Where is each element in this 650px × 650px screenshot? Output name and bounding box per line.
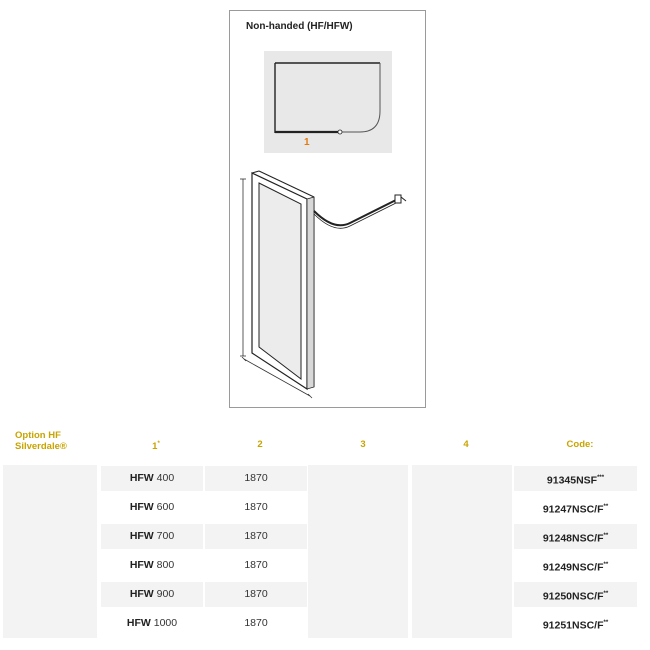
code-note: ** [603,504,609,510]
size-prefix: HFW [129,588,154,600]
option-title-line2: Silverdale® [15,441,67,452]
height-cell: 1870 [205,524,307,549]
height-cell: 1870 [205,466,307,491]
code-note: ** [603,533,609,539]
code-cell [514,524,637,549]
diagram-title: Non-handed (HF/HFW) [246,21,353,32]
height-cell: 1870 [244,617,268,629]
size-prefix: HFW [129,472,154,484]
code-value: 91247NSC/F [542,503,604,516]
column-header-3: 3 [360,439,366,450]
code-cell [514,582,637,607]
size-cell [101,582,203,607]
size-value: 600 [156,501,175,513]
option-title-line1: Option HF [15,430,61,441]
height-cell: 1870 [244,501,268,513]
height-cell: 1870 [244,559,268,571]
size-value: 800 [156,559,175,571]
table-row [101,495,637,520]
size-cell [101,466,203,491]
code-value: 91251NSC/F [542,619,604,632]
column-header-2: 2 [257,439,263,450]
height-cell: 1870 [205,582,307,607]
code-cell [514,553,637,578]
code-note: *** [597,475,605,481]
column-header-1-label: 1 [152,441,158,453]
code-value: 91249NSC/F [542,561,604,574]
table-row [101,553,637,578]
option-title [15,430,67,452]
size-prefix: HFW [129,530,154,542]
code-cell [514,611,637,636]
plan-view-drawing [264,51,392,153]
product-diagram-card [229,10,426,408]
size-value: 700 [156,530,175,542]
size-cell [101,611,203,636]
table-row [101,582,637,607]
shower-panel-drawing [230,161,427,406]
option-column-fill [3,465,97,638]
column-header-1 [106,439,206,452]
plan-view [264,51,392,153]
code-value: 91345NSF [546,474,598,487]
column-header-4: 4 [463,439,469,450]
size-value: 1000 [153,617,178,629]
size-prefix: HFW [129,559,154,571]
size-prefix: HFW [129,501,154,513]
column-header-code: Code: [566,439,594,450]
table-row [101,611,637,636]
size-cell [101,495,203,520]
size-value: 900 [156,588,175,600]
code-cell [514,495,637,520]
code-note: ** [603,562,609,568]
code-note: ** [603,591,609,597]
size-value: 400 [156,472,175,484]
table-row [101,524,637,549]
size-cell [101,553,203,578]
size-prefix: HFW [126,617,151,629]
code-cell [514,466,637,491]
column-header-1-note: * [157,441,160,447]
size-cell [101,524,203,549]
code-note: ** [603,620,609,626]
code-value: 91248NSC/F [542,532,604,545]
plan-label: 1 [304,137,310,148]
code-value: 91250NSC/F [542,590,604,603]
table-row [101,466,637,491]
